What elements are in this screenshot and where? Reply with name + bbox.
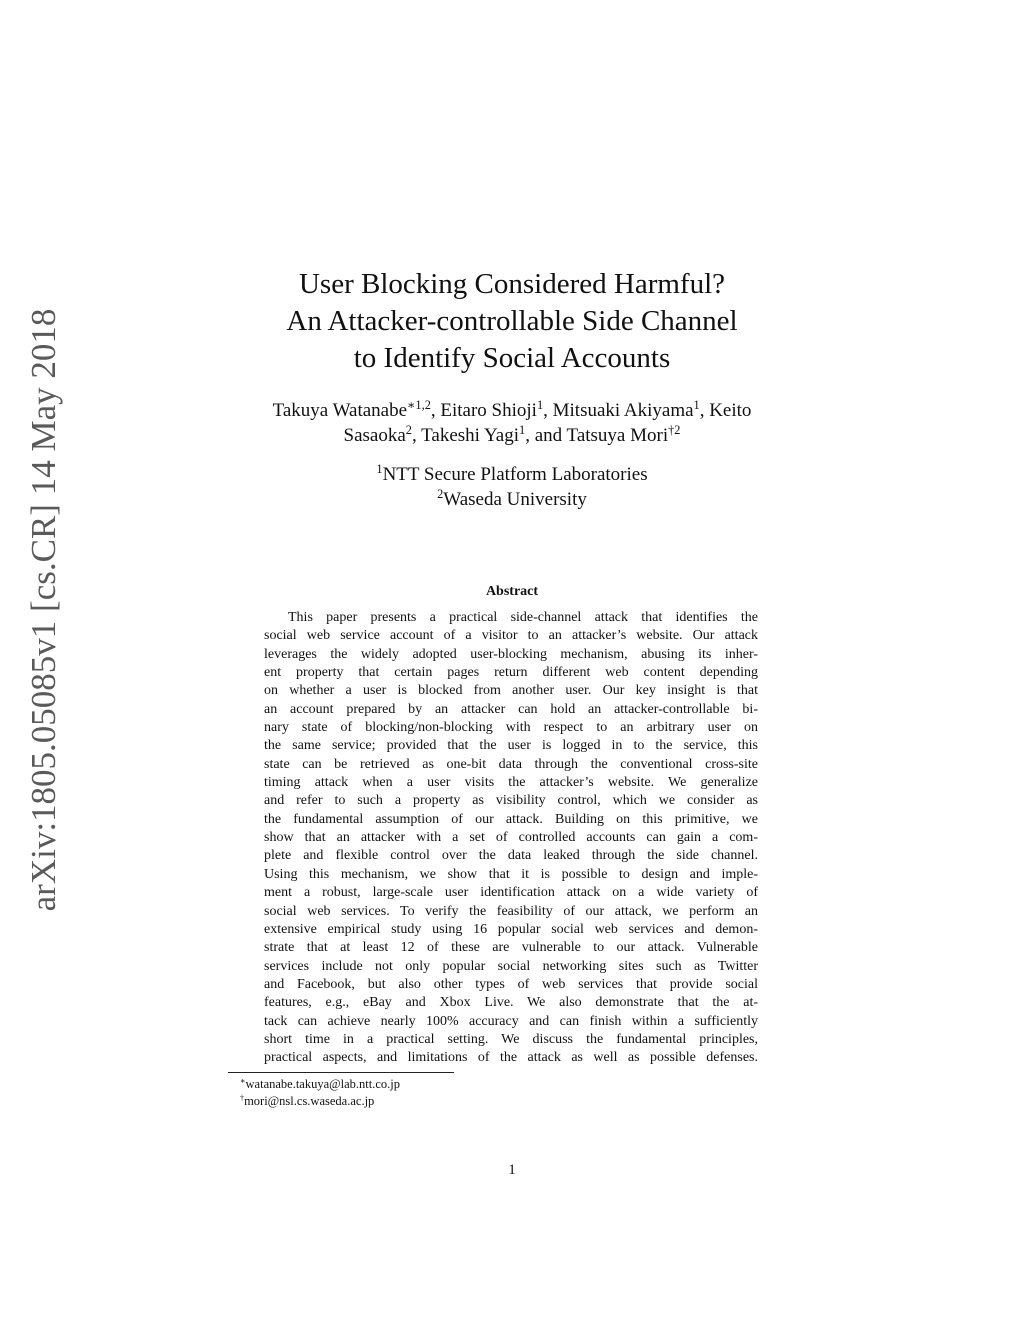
title-line-1: User Blocking Considered Harmful? xyxy=(298,268,726,300)
author-sup: †2 xyxy=(668,423,681,438)
abstract-line: nary state of blocking/non-blocking with respect to an arbitrary user on xyxy=(264,720,758,736)
footnotes xyxy=(240,1076,640,1110)
footnote-rule xyxy=(228,1072,454,1073)
author-line-2 xyxy=(180,423,844,448)
affiliation-sup: 2 xyxy=(437,487,444,502)
author-sup: 2 xyxy=(405,423,412,438)
author-name: , and Tatsuya Mori xyxy=(525,425,669,446)
footnote-email[interactable]: watanabe.takuya@lab.ntt.co.jp xyxy=(245,1077,401,1091)
abstract-line: and Facebook, but also other types of web services that provide social xyxy=(264,976,758,992)
abstract-line: the fundamental assumption of our attack. Building on this primitive, we xyxy=(264,811,758,827)
footnote-1 xyxy=(240,1076,640,1093)
author-sup: 1 xyxy=(519,423,526,438)
abstract-line: an account prepared by an attacker can hold an attacker-controllable bi- xyxy=(264,701,758,717)
arxiv-identifier: arXiv:1805.05085v1 [cs.CR] 14 May 2018 xyxy=(24,308,63,912)
title-line-3: to Identify Social Accounts xyxy=(353,342,671,374)
abstract-line: show that an attacker with a set of controlled accounts can gain a com- xyxy=(264,830,758,846)
abstract-line: leverages the widely adopted user-blocking mechanism, abusing its inher- xyxy=(264,646,758,662)
author-name: Sasaoka xyxy=(343,425,406,446)
author-name: Takuya Watanabe xyxy=(272,400,408,421)
affiliation-name: NTT Secure Platform Laboratories xyxy=(382,464,648,485)
abstract-line: short time in a practical setting. We discuss the fundamental principles, xyxy=(264,1031,758,1047)
author-line-1 xyxy=(180,398,844,423)
author-name: , Keito xyxy=(699,400,752,421)
footnote-mark: ∗ xyxy=(240,1076,246,1086)
abstract-line: social web service account of a visitor to an attacker’s website. Our attack xyxy=(264,628,758,644)
footnote-email[interactable]: mori@nsl.cs.waseda.ac.jp xyxy=(244,1094,375,1108)
title-line-2: An Attacker-controllable Side Channel xyxy=(286,305,738,337)
affiliation-name: Waseda University xyxy=(443,489,587,510)
footnote-mark: † xyxy=(240,1093,245,1103)
abstract-heading: Abstract xyxy=(485,584,539,599)
paper-title xyxy=(200,266,824,377)
abstract-line: This paper presents a practical side-channel attack that identifies the xyxy=(288,610,758,625)
author-sup: 1 xyxy=(693,398,700,413)
abstract-line: plete and flexible control over the data leaked through the side channel. xyxy=(264,848,758,864)
footnote-2 xyxy=(240,1093,640,1110)
abstract-line: features, e.g., eBay and Xbox Live. We also demonstrate that the at- xyxy=(264,995,758,1011)
abstract-line: timing attack when a user visits the attacker’s website. We generalize xyxy=(264,775,758,791)
abstract-body xyxy=(264,609,758,1068)
page-number: 1 xyxy=(508,1162,516,1178)
abstract-line: strate that at least 12 of these are vulnerable to our attack. Vulnerable xyxy=(264,940,758,956)
abstract-line: ent property that certain pages return different web content depending xyxy=(264,665,758,681)
affiliation-2 xyxy=(200,487,824,512)
abstract-line: extensive empirical study using 16 popular social web services and demon- xyxy=(264,921,758,937)
abstract-line: Using this mechanism, we show that it is possible to design and imple- xyxy=(264,866,758,882)
author-name: , Eitaro Shioji xyxy=(430,400,537,421)
abstract-line: and refer to such a property as visibility control, which we consider as xyxy=(264,793,758,809)
abstract-line: state can be retrieved as one-bit data through the conventional cross-site xyxy=(264,756,758,772)
abstract-line: the same service; provided that the user is logged in to the service, this xyxy=(264,738,758,754)
abstract-line: social web services. To verify the feasibility of our attack, we perform an xyxy=(264,903,758,919)
abstract-line: ment a robust, large-scale user identification attack on a wide variety of xyxy=(264,885,758,901)
author-sup: ∗1,2 xyxy=(407,398,431,413)
affiliation-1 xyxy=(200,462,824,487)
author-name: , Mitsuaki Akiyama xyxy=(543,400,694,421)
author-list xyxy=(180,398,844,448)
abstract-line: services include not only popular social networking sites such as Twitter xyxy=(264,958,758,974)
abstract-line: tack can achieve nearly 100% accuracy and can finish within a sufficiently xyxy=(264,1013,758,1029)
affiliation-sup: 1 xyxy=(376,462,383,477)
abstract-line: practical aspects, and limitations of the attack as well as possible defenses. xyxy=(264,1050,758,1066)
affiliation-list xyxy=(200,462,824,512)
author-name: , Takeshi Yagi xyxy=(411,425,520,446)
author-sup: 1 xyxy=(536,398,544,413)
abstract-line: on whether a user is blocked from another user. Our key insight is that xyxy=(264,683,758,699)
